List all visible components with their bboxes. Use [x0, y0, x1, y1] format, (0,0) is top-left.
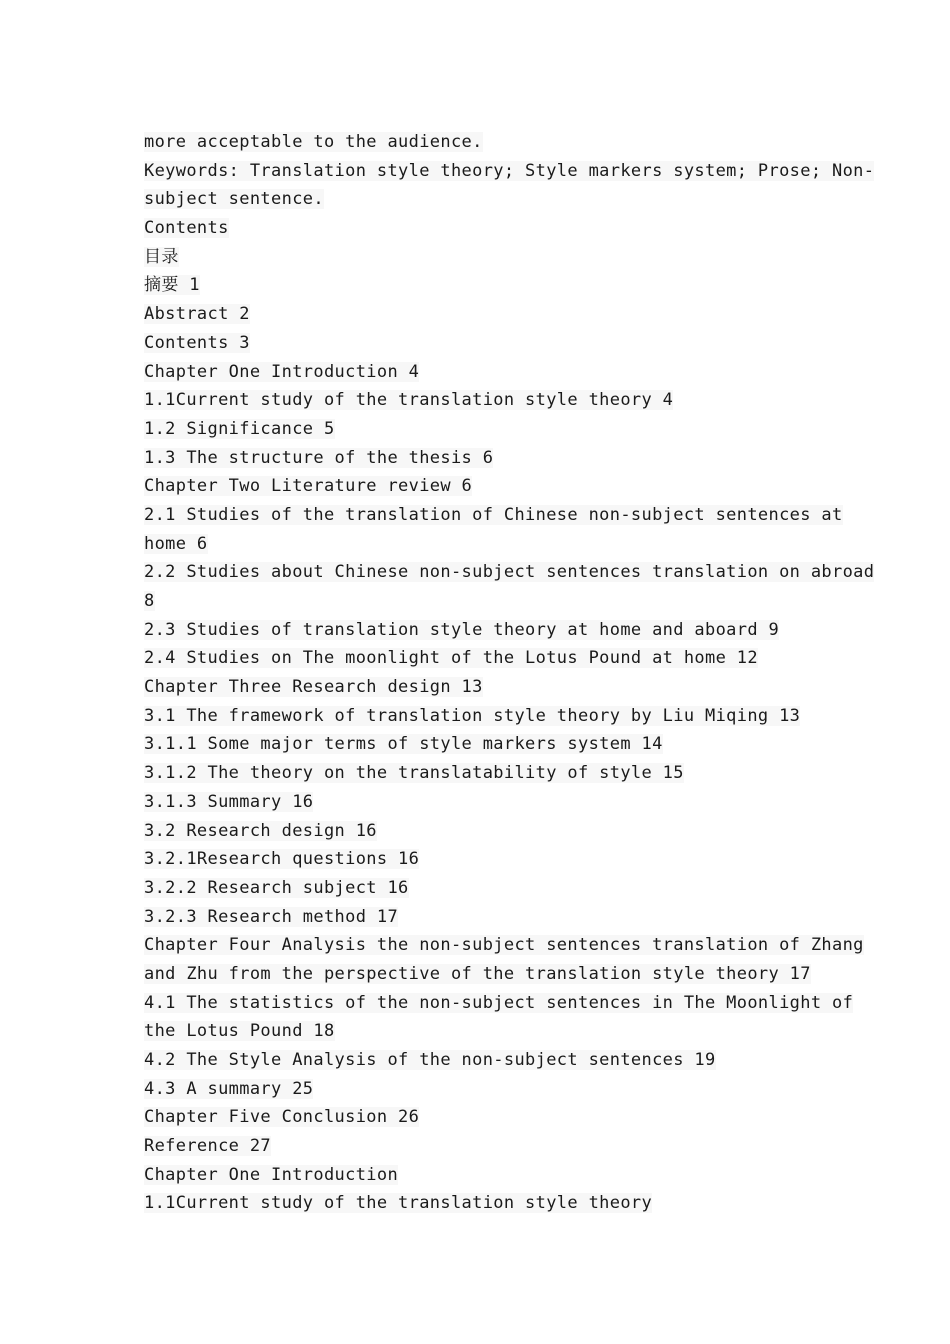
- toc-section: [144, 1046, 809, 1075]
- toc-chapter: [144, 358, 809, 387]
- line-text: more acceptable to the audience.: [144, 132, 483, 152]
- keywords-line-continued: [144, 185, 809, 214]
- keywords-line: [144, 157, 875, 186]
- line-text: 3.2.3 Research method 17: [144, 906, 399, 927]
- toc-section: [144, 989, 854, 1018]
- chapter-heading: [144, 1161, 809, 1190]
- toc-section-continued: [144, 1017, 809, 1046]
- toc-subsection: [144, 903, 809, 932]
- toc-section: [144, 1075, 809, 1104]
- toc-section: [144, 817, 809, 846]
- line-text: Chapter One Introduction 4: [144, 361, 420, 382]
- toc-section: [144, 386, 809, 415]
- line-text: Chapter Three Research design 13: [144, 677, 483, 698]
- toc-subsection: [144, 788, 809, 817]
- toc-subsection: [144, 845, 809, 874]
- line-text: the Lotus Pound 18: [144, 1021, 335, 1042]
- line-text: 目录: [144, 246, 179, 267]
- toc-subsection: [144, 730, 809, 759]
- toc-chapter-continued: [144, 960, 809, 989]
- line-text: 3.1.1 Some major terms of style markers system 14: [144, 734, 663, 755]
- line-text: Chapter One Introduction: [144, 1164, 399, 1185]
- toc-section: [144, 702, 809, 731]
- line-text: 2.1 Studies of the translation of Chinese non-subject sentences at: [144, 504, 843, 525]
- line-text: 1.2 Significance 5: [144, 418, 335, 439]
- toc-entry: [144, 1132, 809, 1161]
- toc-chapter: [144, 931, 864, 960]
- line-text: 2.3 Studies of translation style theory at home and aboard 9: [144, 619, 780, 640]
- contents-heading-chinese: [144, 243, 809, 272]
- toc-section-continued: [144, 587, 809, 616]
- line-text: 8: [144, 591, 155, 611]
- line-text: Keywords: Translation style theory; Style markers system; Prose; Non-: [144, 160, 875, 181]
- toc-entry: [144, 271, 809, 300]
- toc-section: [144, 501, 843, 530]
- line-text: and Zhu from the perspective of the translation style theory 17: [144, 963, 811, 984]
- toc-chapter: [144, 673, 809, 702]
- toc-section: [144, 644, 809, 673]
- toc-chapter: [144, 1103, 809, 1132]
- line-text: 1.1Current study of the translation style theory 4: [144, 390, 674, 411]
- toc-entry: [144, 329, 809, 358]
- line-text: 4.3 A summary 25: [144, 1078, 314, 1099]
- toc-section: [144, 616, 809, 645]
- toc-entry: [144, 300, 809, 329]
- line-text: 3.2 Research design 16: [144, 820, 377, 841]
- line-text: 3.2.2 Research subject 16: [144, 877, 409, 898]
- line-text: 1.1Current study of the translation style theory: [144, 1193, 653, 1214]
- line-text: Abstract 2: [144, 304, 250, 325]
- toc-subsection: [144, 874, 809, 903]
- line-text: Contents: [144, 218, 229, 239]
- document-page: [144, 128, 875, 1218]
- line-text: Chapter Four Analysis the non-subject sentences translation of Zhang: [144, 935, 864, 956]
- text-line: [144, 128, 809, 157]
- line-text: home 6: [144, 533, 208, 554]
- line-text: 3.1.3 Summary 16: [144, 791, 314, 812]
- line-text: 1.3 The structure of the thesis 6: [144, 447, 494, 468]
- toc-section: [144, 415, 809, 444]
- line-text: subject sentence.: [144, 189, 324, 210]
- line-text: 4.1 The statistics of the non-subject sentences in The Moonlight of: [144, 992, 854, 1013]
- line-text: 摘要 1: [144, 275, 200, 296]
- toc-subsection: [144, 759, 809, 788]
- line-text: 4.2 The Style Analysis of the non-subject sentences 19: [144, 1050, 716, 1070]
- line-text: Chapter Five Conclusion 26: [144, 1107, 420, 1128]
- line-text: 3.1 The framework of translation style theory by Liu Miqing 13: [144, 705, 801, 726]
- line-text: 3.1.2 The theory on the translatability of style 15: [144, 763, 684, 784]
- line-text: 2.4 Studies on The moonlight of the Lotus Pound at home 12: [144, 648, 758, 669]
- toc-chapter: [144, 472, 809, 501]
- line-text: Contents 3: [144, 332, 250, 353]
- line-text: 3.2.1Research questions 16: [144, 849, 420, 870]
- line-text: Chapter Two Literature review 6: [144, 476, 473, 497]
- line-text: Reference 27: [144, 1136, 272, 1157]
- toc-section: [144, 558, 875, 587]
- toc-section-continued: [144, 530, 809, 559]
- line-text: 2.2 Studies about Chinese non-subject sentences translation on abroad: [144, 562, 875, 583]
- section-heading: [144, 1189, 809, 1218]
- toc-section: [144, 444, 809, 473]
- contents-heading: [144, 214, 809, 243]
